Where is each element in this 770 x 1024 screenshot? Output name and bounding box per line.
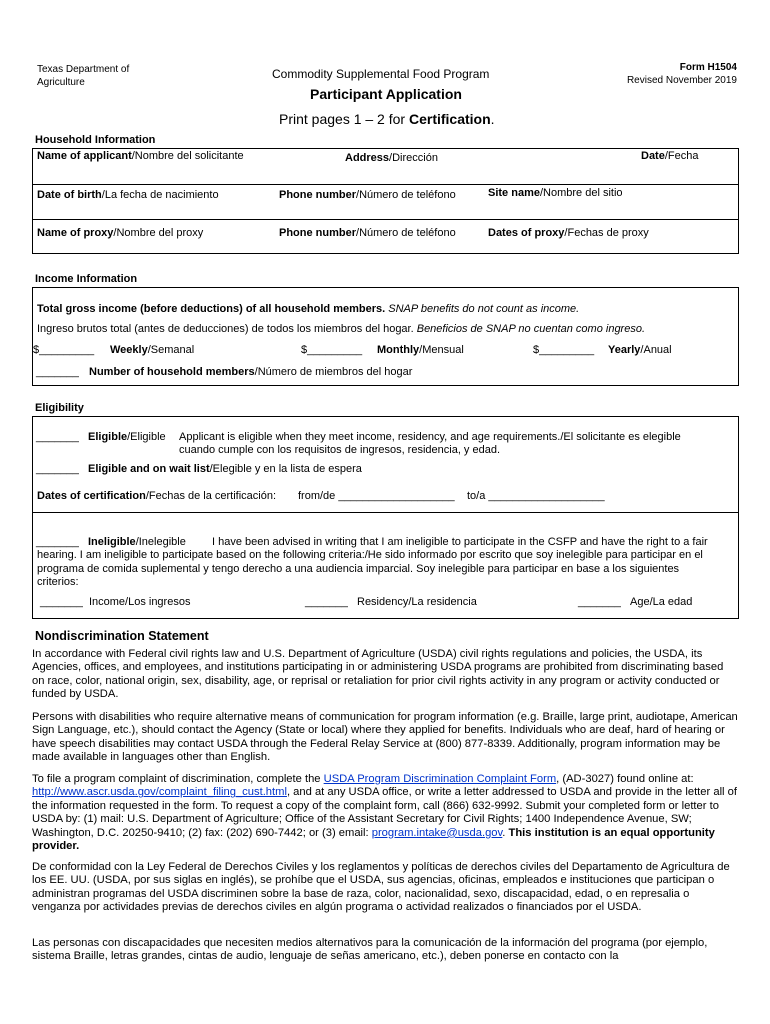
household-members-blank[interactable]: _______	[36, 366, 79, 378]
label-rest: /Mensual	[419, 344, 464, 356]
label-rest: /Fecha	[664, 150, 699, 162]
label-bold: Phone number	[279, 189, 357, 201]
label-bold: Phone number	[279, 227, 357, 239]
household-section-title: Household Information	[35, 134, 156, 146]
label-rest: /Semanal	[147, 344, 195, 356]
phone-field[interactable]	[279, 188, 456, 202]
site-name-field[interactable]	[488, 186, 623, 200]
nondiscrimination-paragraph-2: Persons with disabilities who require alternative means of communication for program information (e.g. Braille, large print, audiotape, American Sign Language, etc.), should contact the Agency (State or local) where they applied for benefits. Individuals who are deaf, hard of hearing or have speech disabilities may contact USDA through the Federal Relay Service at (800) 877-8339. Additionally, program information may be made available in languages other than English.	[32, 711, 738, 764]
label-rest: /La fecha de nacimiento	[101, 189, 219, 201]
criteria-residency[interactable]	[305, 595, 477, 609]
nondiscrimination-title: Nondiscrimination Statement	[35, 629, 209, 643]
income-total-italic: SNAP benefits do not count as income.	[385, 303, 580, 315]
label-bold: Site name	[488, 187, 540, 199]
blank: _______	[305, 596, 348, 608]
income-total-bold: Total gross income (before deductions) of all household members.	[37, 303, 386, 315]
print-note-prefix: Print pages 1 – 2 for	[279, 111, 409, 127]
blank: _______	[578, 596, 621, 608]
label-bold: Yearly	[608, 344, 641, 356]
proxy-name-field[interactable]	[37, 226, 203, 240]
income-total-en	[37, 302, 579, 316]
divider	[32, 512, 739, 513]
revised-date: Revised November 2019	[626, 75, 737, 86]
label-bold: Number of household members	[89, 366, 255, 378]
blank: _______	[40, 596, 83, 608]
complaint-url-link[interactable]: http://www.ascr.usda.gov/complaint_filing_cust.html	[32, 786, 287, 799]
divider	[32, 184, 739, 185]
print-note-suffix: .	[490, 111, 495, 127]
label-bold: Eligible and on wait list	[88, 463, 210, 475]
ineligible-text-1: I have been advised in writing that I am ineligible to participate in the CSFP and have the right to a fair	[212, 536, 708, 548]
print-note-bold: Certification	[408, 111, 491, 127]
ineligible-label	[88, 535, 186, 549]
label-rest: /Inelegible	[135, 536, 186, 548]
household-members-label	[89, 365, 412, 379]
ineligible-text-4: criterios:	[37, 576, 79, 588]
criteria-income[interactable]	[40, 595, 190, 609]
print-note	[279, 111, 495, 127]
label-bold: Monthly	[377, 344, 420, 356]
label-bold: Ineligible	[88, 536, 136, 548]
eligible-desc-2: cuando cumple con los requisitos de ingresos, residencia, y edad.	[179, 444, 501, 456]
date-field[interactable]	[641, 149, 698, 163]
criteria-label: Income/Los ingresos	[88, 596, 191, 608]
label-rest: /Dirección	[389, 152, 438, 164]
income-total-es	[37, 322, 645, 336]
label-rest: /Número de teléfono	[356, 227, 456, 239]
ineligible-text-3: programa de comida suplemental y tengo derecho a una audiencia imparcial. Soy inelegible para participar en base a los siguientes	[37, 563, 680, 575]
label-bold: Date	[641, 150, 665, 162]
ineligible-blank[interactable]: _______	[36, 536, 79, 548]
nondiscrimination-paragraph-1: In accordance with Federal civil rights law and U.S. Department of Agriculture (USDA) civil rights regulations and policies, the USDA, its Agencies, offices, and employees, and institutions participating in or administering USDA programs are prohibited from discriminating based on race, color, national origin, sex, disability, age, or reprisal or retaliation for prior civil rights activity in any program or activity conducted or funded by USDA.	[32, 648, 724, 701]
label-rest: /Elegible y en la lista de espera	[209, 463, 362, 475]
text: .	[502, 826, 509, 839]
criteria-label: Age/La edad	[630, 596, 693, 608]
label-bold: Name of proxy	[37, 227, 114, 239]
income-section-title: Income Information	[35, 273, 138, 285]
email-link[interactable]: program.intake@usda.gov	[371, 826, 503, 839]
certification-to-field[interactable]: to/a ___________________	[467, 490, 605, 502]
nondiscrimination-paragraph-4: De conformidad con la Ley Federal de Derechos Civiles y los reglamentos y políticas de derechos civiles del Departamento de Agricultura de los EE. UU. (USDA, por sus siglas en inglés), se prohíbe que el USDA, sus agencias, oficinas, empleados e instituciones que participan o administran programas del USDA discriminen sobre la base de raza, color, nacionalidad, sexo, discapacidad, edad, o en represalia o venganza por actividades previas de derechos civiles en algún programa o actividad realizados o financiados por el USDA.	[32, 861, 730, 914]
ineligible-text-2: hearing. I am ineligible to participate based on the following criteria:/He sido informado por escrito que soy inelegible para participar en el	[37, 549, 703, 561]
divider	[32, 219, 739, 220]
waitlist-label	[88, 462, 362, 476]
eligibility-section-title: Eligibility	[35, 402, 84, 414]
label-rest: /Eligible	[127, 431, 166, 443]
agency-line-2: Agriculture	[37, 77, 85, 88]
proxy-phone-field[interactable]	[279, 226, 456, 240]
label-bold: Eligible	[88, 431, 128, 443]
form-title: Participant Application	[310, 86, 462, 102]
equal-opportunity-statement: This institution is an equal opportunity provider.	[32, 826, 715, 853]
label-bold: Date of birth	[37, 189, 102, 201]
monthly-label	[377, 343, 464, 357]
text: To file a program complaint of discrimination, complete the	[32, 773, 324, 785]
monthly-blank[interactable]: $_________	[301, 344, 363, 356]
label-bold: Name of applicant	[37, 150, 132, 162]
dob-field[interactable]	[37, 188, 219, 202]
label-rest: /Fechas de proxy	[564, 227, 649, 239]
label-bold: Dates of certification	[37, 490, 146, 502]
weekly-blank[interactable]: $_________	[33, 344, 95, 356]
form-number: Form H1504	[679, 62, 737, 73]
yearly-label	[608, 343, 672, 357]
income-total-es-text: Ingreso brutos total (antes de deducciones) de todos los miembros del hogar.	[37, 323, 414, 335]
agency-line-1: Texas Department of	[37, 64, 130, 75]
income-total-es-italic: Beneficios de SNAP no cuentan como ingreso.	[413, 323, 646, 335]
label-rest: /Fechas de la certificación:	[145, 490, 277, 502]
certification-from-field[interactable]: from/de ___________________	[298, 490, 455, 502]
criteria-label: Residency/La residencia	[357, 596, 477, 608]
complaint-form-link[interactable]: USDA Program Discrimination Complaint Form	[323, 773, 557, 785]
criteria-age[interactable]	[578, 595, 692, 609]
waitlist-blank[interactable]: _______	[36, 463, 79, 475]
nondiscrimination-paragraph-5: Las personas con discapacidades que necesiten medios alternativos para la comunicación de la información del programa (por ejemplo, sistema Braille, letras grandes, cintas de audio, lenguaje de señas americano, etc.), deben ponerse en contacto con la	[32, 937, 708, 963]
label-bold: Dates of proxy	[488, 227, 565, 239]
certification-dates-label	[37, 489, 276, 503]
text: , and at any USDA office, or write a letter addressed to USDA and provide in the letter all of the information requested in the form. To request a copy of the complaint form, call (866) 632-9992. Submit your completed form or letter to USDA by: (1) mail: U.S. Department of Agriculture; Office of the Assistant Secretary for Civil Rights; 1400 Independence Avenue, SW; Washington, D.C. 20250-9410; (2) fax: (202) 690-7442; or (3) email:	[32, 786, 737, 839]
weekly-label	[110, 343, 194, 357]
eligible-desc-1: Applicant is eligible when they meet income, residency, and age requirements./El solicitante es elegible	[179, 431, 681, 443]
text: , (AD-3027) found online at:	[556, 773, 694, 785]
program-name: Commodity Supplemental Food Program	[272, 67, 490, 81]
proxy-dates-field[interactable]	[488, 226, 649, 240]
agency-name	[37, 63, 129, 89]
label-rest: /Número de miembros del hogar	[254, 366, 413, 378]
eligible-label	[88, 430, 166, 444]
label-rest: /Nombre del sitio	[539, 187, 623, 199]
label-bold: Address	[345, 152, 390, 164]
label-rest: /Nombre del solicitante	[131, 150, 244, 162]
label-rest: /Número de teléfono	[356, 189, 456, 201]
yearly-blank[interactable]: $_________	[533, 344, 595, 356]
label-bold: Weekly	[110, 344, 148, 356]
nondiscrimination-paragraph-3	[32, 773, 738, 853]
address-field[interactable]	[345, 151, 438, 165]
eligible-blank[interactable]: _______	[36, 431, 79, 443]
label-rest: /Nombre del proxy	[113, 227, 204, 239]
label-rest: /Anual	[640, 344, 672, 356]
applicant-name-field[interactable]	[37, 149, 244, 163]
